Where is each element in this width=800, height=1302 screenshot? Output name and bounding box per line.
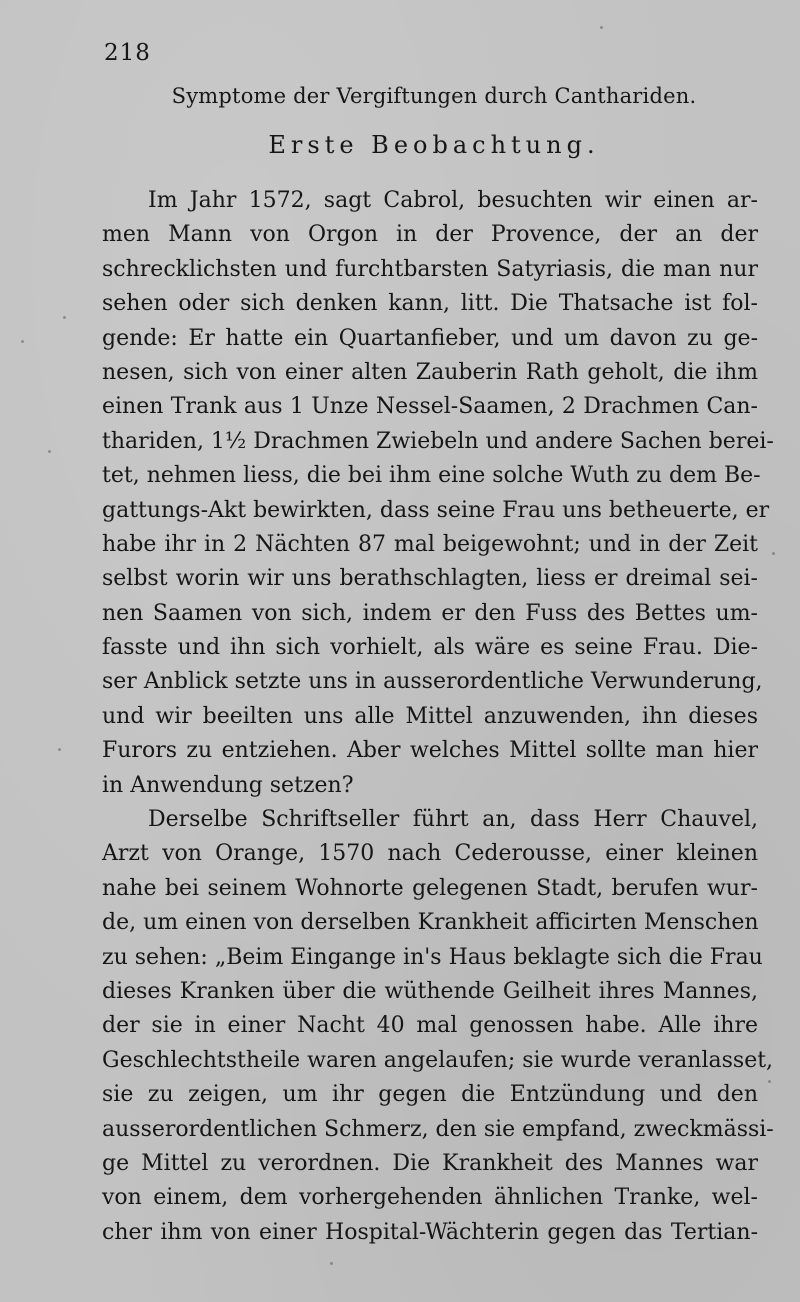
text-line: zu sehen: „Beim Eingange in's Haus beklagte sich die Frau — [102, 944, 763, 970]
text-line: Im Jahr 1572, sagt Cabrol, besuchten wir einen ar- — [148, 188, 758, 213]
paper-speck — [600, 26, 603, 29]
text-line: de, um einen von derselben Krankheit afficirten Menschen — [102, 910, 759, 936]
paper-speck — [768, 1080, 771, 1083]
text-line: habe ihr in 2 Nächten 87 mal beigewohnt; und in der Zeit — [102, 531, 758, 557]
running-head: Symptome der Vergiftungen durch Canthariden. — [171, 84, 697, 108]
text-line: Furors zu entziehen. Aber welches Mittel sollte man hier — [102, 738, 758, 764]
paper-speck — [330, 1262, 333, 1265]
text-line: Arzt von Orange, 1570 nach Cederousse, einer kleinen — [102, 841, 758, 867]
text-line: gattungs-Akt bewirkten, dass seine Frau uns betheuerte, er — [102, 497, 770, 523]
page-number: 218 — [104, 40, 151, 66]
text-line: thariden, 1½ Drachmen Zwiebeln und andere Sachen berei- — [102, 428, 774, 454]
text-line: und wir beeilten uns alle Mittel anzuwenden, ihn dieses — [102, 703, 758, 729]
text-line: Geschlechtstheile waren angelaufen; sie wurde veranlasset, — [102, 1047, 774, 1073]
text-line: tet, nehmen liess, die bei ihm eine solche Wuth zu dem Be- — [102, 463, 761, 489]
text-line: in Anwendung setzen? — [102, 772, 354, 798]
paper-speck — [58, 748, 61, 751]
text-line: nen Saamen von sich, indem er den Fuss des Bettes um- — [102, 600, 758, 626]
text-line: Derselbe Schriftseller führt an, dass Herr Chauvel, — [148, 807, 758, 833]
text-line: sehen oder sich denken kann, litt. Die Thatsache ist fol- — [102, 291, 758, 317]
paper-speck — [63, 316, 66, 319]
text-line: nahe bei seinem Wohnorte gelegenen Stadt, berufen wur- — [102, 875, 758, 901]
text-line: ausserordentlichen Schmerz, den sie empfand, zweckmässi- — [102, 1116, 774, 1142]
text-line: fasste und ihn sich vorhielt, als wäre es seine Frau. Die- — [102, 635, 758, 661]
text-line: men Mann von Orgon in der Provence, der an der — [102, 222, 758, 248]
body-text — [102, 184, 774, 1250]
text-line: gende: Er hatte ein Quartanfieber, und um davon zu ge- — [102, 325, 758, 351]
section-title: Erste Beobachtung. — [268, 131, 600, 159]
text-line: sie zu zeigen, um ihr gegen die Entzündung und den — [102, 1082, 758, 1108]
text-line: dieses Kranken über die wüthende Geilheit ihres Mannes, — [102, 978, 758, 1004]
text-line: ge Mittel zu verordnen. Die Krankheit des Mannes war — [102, 1150, 758, 1176]
text-line: selbst worin wir uns berathschlagten, liess er dreimal sei- — [102, 566, 758, 592]
text-line: der sie in einer Nacht 40 mal genossen habe. Alle ihre — [102, 1013, 758, 1039]
paper-speck — [772, 552, 775, 555]
text-line: nesen, sich von einer alten Zauberin Rath geholt, die ihm — [102, 359, 758, 385]
paper-speck — [21, 340, 24, 343]
text-line: schrecklichsten und furchtbarsten Satyriasis, die man nur — [102, 256, 758, 282]
text-line: cher ihm von einer Hospital-Wächterin gegen das Tertian- — [102, 1219, 758, 1245]
paper-speck — [48, 450, 51, 453]
text-line: ser Anblick setzte uns in ausserordentliche Verwunderung, — [102, 669, 763, 695]
text-line: von einem, dem vorhergehenden ähnlichen Tranke, wel- — [102, 1185, 758, 1211]
text-line: einen Trank aus 1 Unze Nessel-Saamen, 2 Drachmen Can- — [102, 394, 758, 420]
